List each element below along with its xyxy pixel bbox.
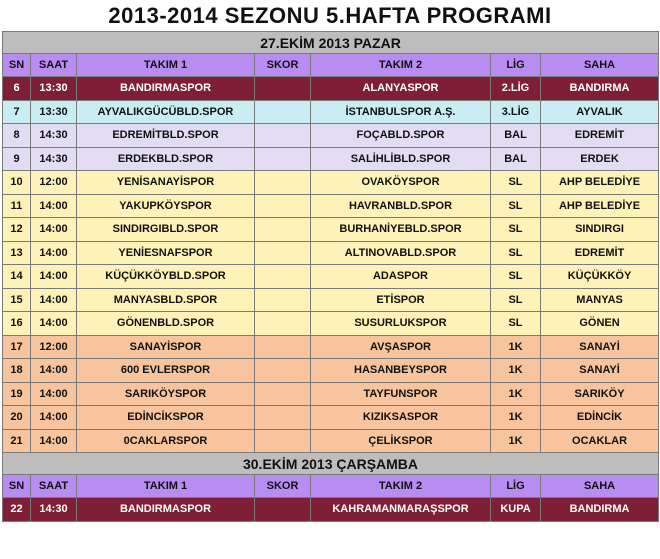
row-number-cell: 9 (3, 147, 31, 171)
section-date: 27.EKİM 2013 PAZAR (3, 32, 659, 54)
team-1-cell: SANAYİSPOR (77, 335, 255, 359)
schedule-table (2, 31, 659, 522)
team-2-cell: SALİHLİBLD.SPOR (311, 147, 491, 171)
table-row (3, 218, 659, 242)
team-1-cell: MANYASBLD.SPOR (77, 288, 255, 312)
team-2-cell: HASANBEYSPOR (311, 359, 491, 383)
score-cell (255, 335, 311, 359)
score-cell (255, 218, 311, 242)
header-skor: SKOR (255, 54, 311, 77)
table-row (3, 335, 659, 359)
team-2-cell: ALANYASPOR (311, 77, 491, 101)
score-cell (255, 241, 311, 265)
league-cell: SL (491, 194, 541, 218)
header-takim-2: TAKIM 2 (311, 54, 491, 77)
header-saha: SAHA (541, 475, 659, 498)
time-cell: 14:00 (31, 429, 77, 453)
table-row (3, 265, 659, 289)
score-cell (255, 382, 311, 406)
row-number-cell: 21 (3, 429, 31, 453)
team-2-cell: İSTANBULSPOR A.Ş. (311, 100, 491, 124)
team-1-cell: YENİESNAFSPOR (77, 241, 255, 265)
column-header-row (3, 54, 659, 77)
row-number-cell: 17 (3, 335, 31, 359)
team-2-cell: FOÇABLD.SPOR (311, 124, 491, 148)
venue-cell: OCAKLAR (541, 429, 659, 453)
venue-cell: BANDIRMA (541, 498, 659, 522)
row-number-cell: 22 (3, 498, 31, 522)
venue-cell: MANYAS (541, 288, 659, 312)
row-number-cell: 20 (3, 406, 31, 430)
score-cell (255, 147, 311, 171)
time-cell: 13:30 (31, 100, 77, 124)
row-number-cell: 16 (3, 312, 31, 336)
team-1-cell: AYVALIKGÜCÜBLD.SPOR (77, 100, 255, 124)
league-cell: SL (491, 288, 541, 312)
row-number-cell: 14 (3, 265, 31, 289)
league-cell: SL (491, 265, 541, 289)
time-cell: 14:00 (31, 194, 77, 218)
team-2-cell: KAHRAMANMARAŞSPOR (311, 498, 491, 522)
league-cell: 2.LİG (491, 77, 541, 101)
team-1-cell: ERDEKBLD.SPOR (77, 147, 255, 171)
table-row (3, 77, 659, 101)
team-2-cell: ADASPOR (311, 265, 491, 289)
team-1-cell: SINDIRGIBLD.SPOR (77, 218, 255, 242)
row-number-cell: 13 (3, 241, 31, 265)
score-cell (255, 406, 311, 430)
time-cell: 12:00 (31, 171, 77, 195)
table-row (3, 359, 659, 383)
team-1-cell: 600 EVLERSPOR (77, 359, 255, 383)
team-1-cell: EDİNCİKSPOR (77, 406, 255, 430)
time-cell: 13:30 (31, 77, 77, 101)
section-date: 30.EKİM 2013 ÇARŞAMBA (3, 453, 659, 475)
time-cell: 14:00 (31, 265, 77, 289)
team-2-cell: SUSURLUKSPOR (311, 312, 491, 336)
table-row (3, 498, 659, 522)
venue-cell: KÜÇÜKKÖY (541, 265, 659, 289)
score-cell (255, 77, 311, 101)
team-2-cell: ETİSPOR (311, 288, 491, 312)
team-1-cell: GÖNENBLD.SPOR (77, 312, 255, 336)
league-cell: SL (491, 312, 541, 336)
league-cell: KUPA (491, 498, 541, 522)
team-1-cell: SARIKÖYSPOR (77, 382, 255, 406)
team-2-cell: HAVRANBLD.SPOR (311, 194, 491, 218)
team-1-cell: BANDIRMASPOR (77, 498, 255, 522)
team-2-cell: ALTINOVABLD.SPOR (311, 241, 491, 265)
header-saha: SAHA (541, 54, 659, 77)
time-cell: 14:30 (31, 498, 77, 522)
venue-cell: EDREMİT (541, 124, 659, 148)
header-saat: SAAT (31, 475, 77, 498)
venue-cell: AYVALIK (541, 100, 659, 124)
time-cell: 14:00 (31, 312, 77, 336)
table-row (3, 100, 659, 124)
table-row (3, 429, 659, 453)
header-sn: SN (3, 475, 31, 498)
time-cell: 14:00 (31, 406, 77, 430)
header-lig: LİG (491, 475, 541, 498)
venue-cell: AHP BELEDİYE (541, 171, 659, 195)
score-cell (255, 171, 311, 195)
row-number-cell: 6 (3, 77, 31, 101)
score-cell (255, 429, 311, 453)
time-cell: 14:00 (31, 382, 77, 406)
table-row (3, 382, 659, 406)
row-number-cell: 8 (3, 124, 31, 148)
time-cell: 14:00 (31, 288, 77, 312)
venue-cell: SANAYİ (541, 335, 659, 359)
league-cell: SL (491, 218, 541, 242)
venue-cell: SARIKÖY (541, 382, 659, 406)
team-2-cell: TAYFUNSPOR (311, 382, 491, 406)
team-1-cell: YENİSANAYİSPOR (77, 171, 255, 195)
header-takim-1: TAKIM 1 (77, 54, 255, 77)
row-number-cell: 19 (3, 382, 31, 406)
date-header-row (3, 453, 659, 475)
header-skor: SKOR (255, 475, 311, 498)
team-2-cell: BURHANİYEBLD.SPOR (311, 218, 491, 242)
team-2-cell: OVAKÖYSPOR (311, 171, 491, 195)
league-cell: 1K (491, 359, 541, 383)
time-cell: 14:30 (31, 147, 77, 171)
row-number-cell: 18 (3, 359, 31, 383)
table-row (3, 312, 659, 336)
time-cell: 12:00 (31, 335, 77, 359)
league-cell: BAL (491, 147, 541, 171)
venue-cell: SINDIRGI (541, 218, 659, 242)
row-number-cell: 15 (3, 288, 31, 312)
table-row (3, 406, 659, 430)
score-cell (255, 194, 311, 218)
team-1-cell: 0CAKLARSPOR (77, 429, 255, 453)
venue-cell: GÖNEN (541, 312, 659, 336)
score-cell (255, 265, 311, 289)
time-cell: 14:30 (31, 124, 77, 148)
row-number-cell: 10 (3, 171, 31, 195)
league-cell: BAL (491, 124, 541, 148)
time-cell: 14:00 (31, 359, 77, 383)
league-cell: 1K (491, 382, 541, 406)
row-number-cell: 12 (3, 218, 31, 242)
league-cell: SL (491, 241, 541, 265)
score-cell (255, 124, 311, 148)
league-cell: 3.LİG (491, 100, 541, 124)
row-number-cell: 7 (3, 100, 31, 124)
team-1-cell: KÜÇÜKKÖYBLD.SPOR (77, 265, 255, 289)
team-2-cell: KIZIKSASPOR (311, 406, 491, 430)
score-cell (255, 359, 311, 383)
score-cell (255, 100, 311, 124)
league-cell: SL (491, 171, 541, 195)
venue-cell: SANAYİ (541, 359, 659, 383)
table-row (3, 241, 659, 265)
table-row (3, 194, 659, 218)
venue-cell: EDİNCİK (541, 406, 659, 430)
league-cell: 1K (491, 406, 541, 430)
row-number-cell: 11 (3, 194, 31, 218)
venue-cell: BANDIRMA (541, 77, 659, 101)
header-saat: SAAT (31, 54, 77, 77)
header-takim-1: TAKIM 1 (77, 475, 255, 498)
date-header-row (3, 32, 659, 54)
league-cell: 1K (491, 429, 541, 453)
column-header-row (3, 475, 659, 498)
header-takim-2: TAKIM 2 (311, 475, 491, 498)
table-row (3, 171, 659, 195)
venue-cell: EDREMİT (541, 241, 659, 265)
score-cell (255, 312, 311, 336)
league-cell: 1K (491, 335, 541, 359)
table-row (3, 124, 659, 148)
header-sn: SN (3, 54, 31, 77)
venue-cell: ERDEK (541, 147, 659, 171)
score-cell (255, 498, 311, 522)
team-1-cell: EDREMİTBLD.SPOR (77, 124, 255, 148)
score-cell (255, 288, 311, 312)
venue-cell: AHP BELEDİYE (541, 194, 659, 218)
time-cell: 14:00 (31, 218, 77, 242)
team-1-cell: BANDIRMASPOR (77, 77, 255, 101)
header-lig: LİG (491, 54, 541, 77)
team-1-cell: YAKUPKÖYSPOR (77, 194, 255, 218)
team-2-cell: AVŞASPOR (311, 335, 491, 359)
team-2-cell: ÇELİKSPOR (311, 429, 491, 453)
table-row (3, 288, 659, 312)
table-row (3, 147, 659, 171)
schedule-body (3, 32, 659, 522)
time-cell: 14:00 (31, 241, 77, 265)
page-title: 2013-2014 SEZONU 5.HAFTA PROGRAMI (108, 3, 552, 28)
